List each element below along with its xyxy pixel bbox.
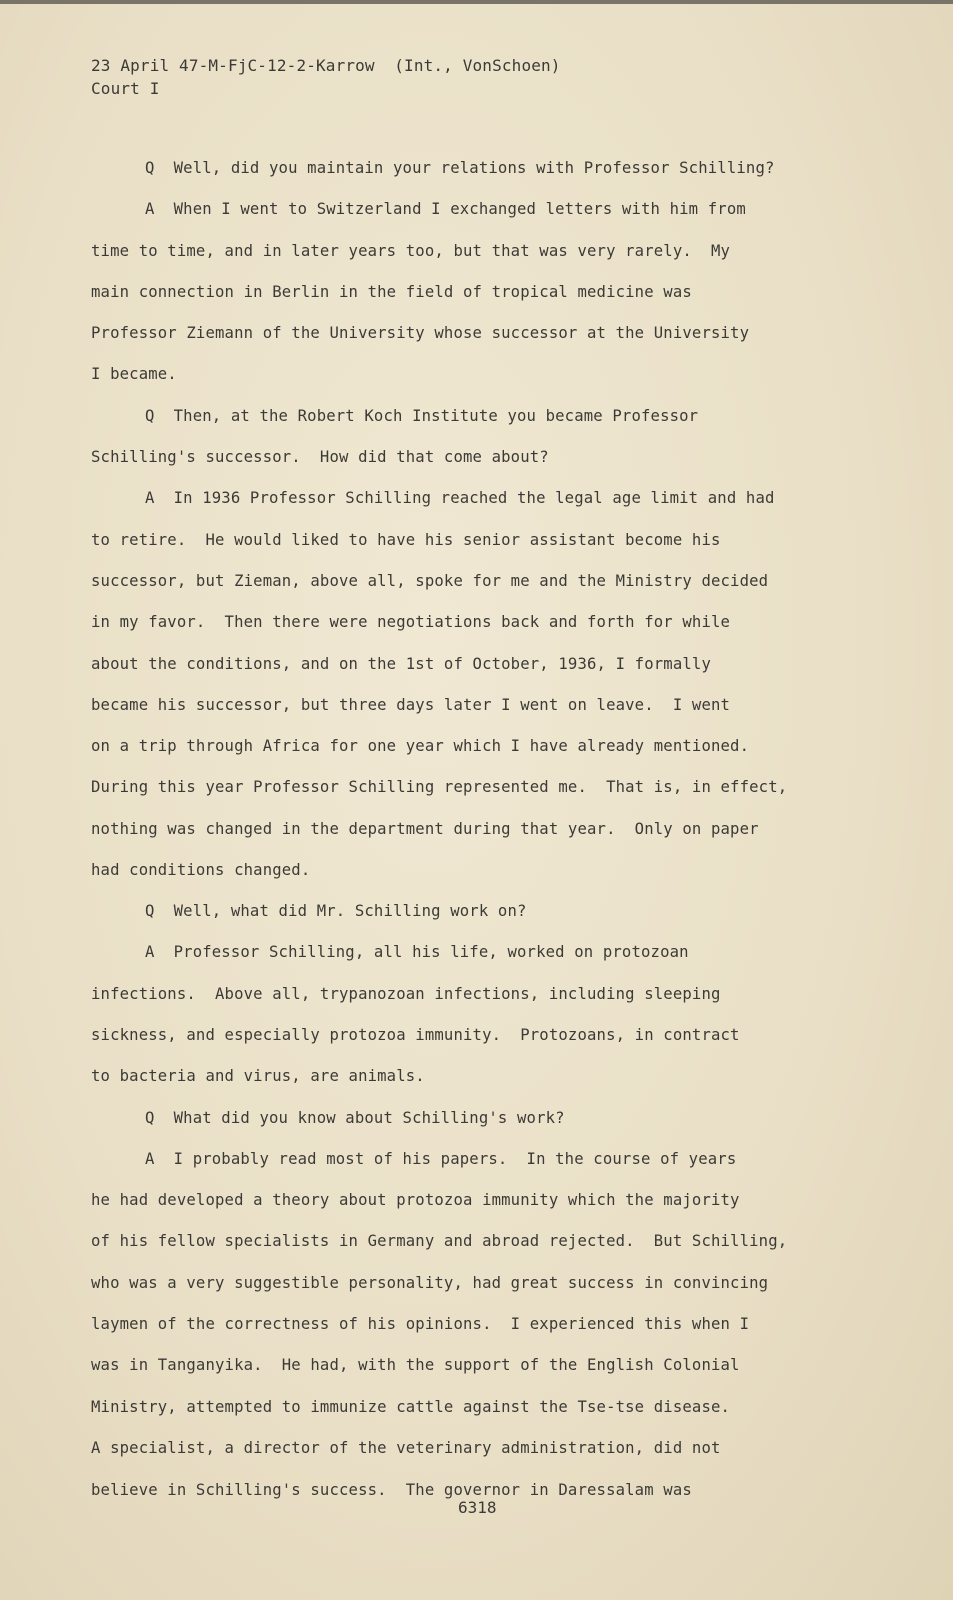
- body-line-28: who was a very suggestible personality, had great success in convincing: [91, 1274, 769, 1292]
- body-line-24: Q What did you know about Schilling's work?: [145, 1109, 565, 1127]
- body-line-19: Q Well, what did Mr. Schilling work on?: [145, 902, 527, 920]
- body-line-29: laymen of the correctness of his opinions. I experienced this when I: [91, 1315, 750, 1333]
- body-line-31: Ministry, attempted to immunize cattle against the Tse-tse disease.: [91, 1398, 731, 1416]
- body-line-6: I became.: [91, 365, 177, 383]
- page-top-edge: [0, 0, 953, 4]
- body-line-20: A Professor Schilling, all his life, worked on protozoan: [145, 943, 689, 961]
- body-line-25: A I probably read most of his papers. In the course of years: [145, 1150, 737, 1168]
- body-line-17: nothing was changed in the department during that year. Only on paper: [91, 820, 759, 838]
- body-line-23: to bacteria and virus, are animals.: [91, 1067, 425, 1085]
- body-line-32: A specialist, a director of the veterinary administration, did not: [91, 1439, 721, 1457]
- body-line-11: successor, but Zieman, above all, spoke for me and the Ministry decided: [91, 572, 769, 590]
- body-line-22: sickness, and especially protozoa immunity. Protozoans, in contract: [91, 1026, 740, 1044]
- body-line-33: believe in Schilling's success. The governor in Daressalam was: [91, 1481, 692, 1499]
- body-line-18: had conditions changed.: [91, 861, 311, 879]
- body-line-14: became his successor, but three days later I went on leave. I went: [91, 696, 731, 714]
- body-line-4: main connection in Berlin in the field of tropical medicine was: [91, 283, 692, 301]
- body-line-9: A In 1936 Professor Schilling reached the legal age limit and had: [145, 489, 775, 507]
- page-number: 6318: [458, 1498, 497, 1517]
- body-line-15: on a trip through Africa for one year which I have already mentioned.: [91, 737, 750, 755]
- body-line-12: in my favor. Then there were negotiations back and forth for while: [91, 613, 731, 631]
- body-line-16: During this year Professor Schilling represented me. That is, in effect,: [91, 778, 788, 796]
- body-line-30: was in Tanganyika. He had, with the support of the English Colonial: [91, 1356, 740, 1374]
- body-line-8: Schilling's successor. How did that come about?: [91, 448, 549, 466]
- body-line-3: time to time, and in later years too, but that was very rarely. My: [91, 242, 731, 260]
- body-line-13: about the conditions, and on the 1st of October, 1936, I formally: [91, 655, 711, 673]
- body-line-21: infections. Above all, trypanozoan infections, including sleeping: [91, 985, 721, 1003]
- body-line-27: of his fellow specialists in Germany and abroad rejected. But Schilling,: [91, 1232, 788, 1250]
- body-line-1: Q Well, did you maintain your relations with Professor Schilling?: [145, 159, 775, 177]
- body-line-2: A When I went to Switzerland I exchanged letters with him from: [145, 200, 746, 218]
- header-line-2: Court I: [91, 79, 160, 98]
- body-line-10: to retire. He would liked to have his senior assistant become his: [91, 531, 721, 549]
- body-line-5: Professor Ziemann of the University whose successor at the University: [91, 324, 750, 342]
- body-line-7: Q Then, at the Robert Koch Institute you became Professor: [145, 407, 699, 425]
- header-line-1: 23 April 47-M-FjC-12-2-Karrow (Int., VonSchoen): [91, 56, 561, 75]
- body-line-26: he had developed a theory about protozoa immunity which the majority: [91, 1191, 740, 1209]
